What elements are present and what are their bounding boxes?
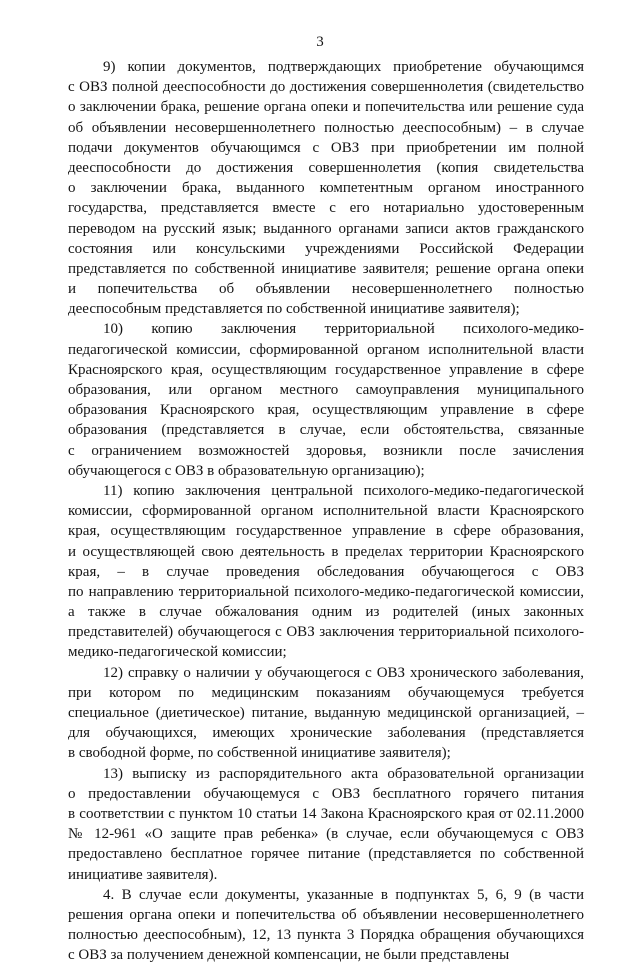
text-line: образования (представляется в случае, если обстоятельства, связанные [68,422,584,439]
text-line: представляется по собственной инициативе заявителя; решение органа опеки [68,260,584,277]
text-line: по направлению территориальной психолого-медико-педагогической комиссии, [68,583,584,600]
text-line: о предоставлении обучающемуся с ОВЗ бесплатного горячего питания [68,785,584,802]
text-line: специальное (диетическое) питание, выданную медицинской организацией, – [68,705,584,721]
text-line: для обучающихся, имеющих хронические заболевания (представляется [68,725,584,742]
text-line: образования Красноярского края, осуществляющим управление в сфере [68,402,584,419]
text-line: обучающегося с ОВЗ в образовательную организацию); [68,462,425,479]
text-line: решения органа опеки и попечительства об объявлении несовершеннолетнего [68,906,584,923]
text-line: состояния или консульскими учреждениями Российской Федерации [68,240,584,257]
paragraph-item-11 [68,481,584,663]
text-line: с ограничением возможностей здоровья, возникли после зачисления [68,442,584,459]
text-line: педагогической комиссии, сформированной органом исполнительной власти [68,341,584,358]
text-line: об объявлении несовершеннолетнего полностью дееспособным) – в случае [68,119,584,136]
text-line: представителей) обучающегося с ОВЗ заключения территориальной психолого- [68,624,584,641]
text-line: 12) справку о наличии у обучающегося с ОВЗ хронического заболевания, [103,664,584,681]
text-line: 4. В случае если документы, указанные в подпунктах 5, 6, 9 (в части [103,886,584,903]
text-line: комиссии, сформированной органом исполнительной власти Красноярского [68,503,584,520]
text-line: № 12-961 «О защите прав ребенка» (в случае, если обучающемуся с ОВЗ [68,826,584,843]
text-line: переводом на русский язык; выданного органами записи актов гражданского [68,220,584,237]
text-line: края, – в случае проведения обследования обучающегося с ОВЗ [68,563,584,580]
paragraph-item-13 [68,764,584,885]
text-line: о заключении брака, решение органа опеки и попечительства или решение суда [68,99,584,116]
document-body [68,57,584,965]
text-line: и попечительства об объявлении несовершеннолетнего полностью [68,281,584,298]
paragraph-item-4 [68,885,584,965]
text-line: медико-педагогической комиссии; [68,644,287,661]
text-line: 13) выписку из распорядительного акта образовательной организации [103,765,584,782]
paragraph-item-12 [68,663,584,764]
text-line: Красноярского края, осуществляющим государственное управление в сфере [68,361,584,378]
page-number: 3 [316,34,324,50]
text-line: инициативе заявителя). [68,866,218,883]
text-line: дееспособности до достижения совершеннолетия (копия свидетельства [68,159,584,176]
text-line: в свободной форме, по собственной инициативе заявителя); [68,745,451,762]
text-line: 9) копии документов, подтверждающих приобретение обучающимся [103,59,584,75]
text-line: дееспособным представляется по собственной инициативе заявителя); [68,301,520,318]
text-line: с ОВЗ полной дееспособности до достижения совершеннолетия (свидетельство [68,79,584,96]
text-line: в соответствии с пунктом 10 статьи 14 Закона Красноярского края от 02.11.2000 [68,805,584,822]
text-line: с ОВЗ за получением денежной компенсации, не были представлены [68,947,510,964]
paragraph-item-10 [68,319,584,481]
text-line: 11) копию заключения центральной психолого-медико-педагогической [103,482,584,499]
text-line: предоставлено бесплатное горячее питание (представляется по собственной [68,846,584,863]
text-line: полностью дееспособным), 12, 13 пункта 3 Порядка обращения обучающихся [68,927,584,944]
paragraph-item-9 [68,57,584,319]
text-line: при котором по медицинским показаниям обучающемуся требуется [68,684,584,701]
text-line: края, осуществляющим государственное управление в сфере образования, [68,523,584,540]
text-line: образования, или органом местного самоуправления муниципального [68,382,584,398]
text-line: и осуществляющей свою деятельность в пределах территории Красноярского [68,543,584,560]
text-line: о заключении брака, выданного компетентным органом иностранного [68,180,584,197]
text-line: а также в случае обжалования одним из родителей (иных законных [68,604,584,621]
text-line: государства, представляется вместе с его нотариально удостоверенным [68,200,584,217]
text-line: 10) копию заключения территориальной психолого-медико- [103,321,584,338]
text-line: подачи документов обучающимся с ОВЗ при приобретении им полной [68,139,584,156]
